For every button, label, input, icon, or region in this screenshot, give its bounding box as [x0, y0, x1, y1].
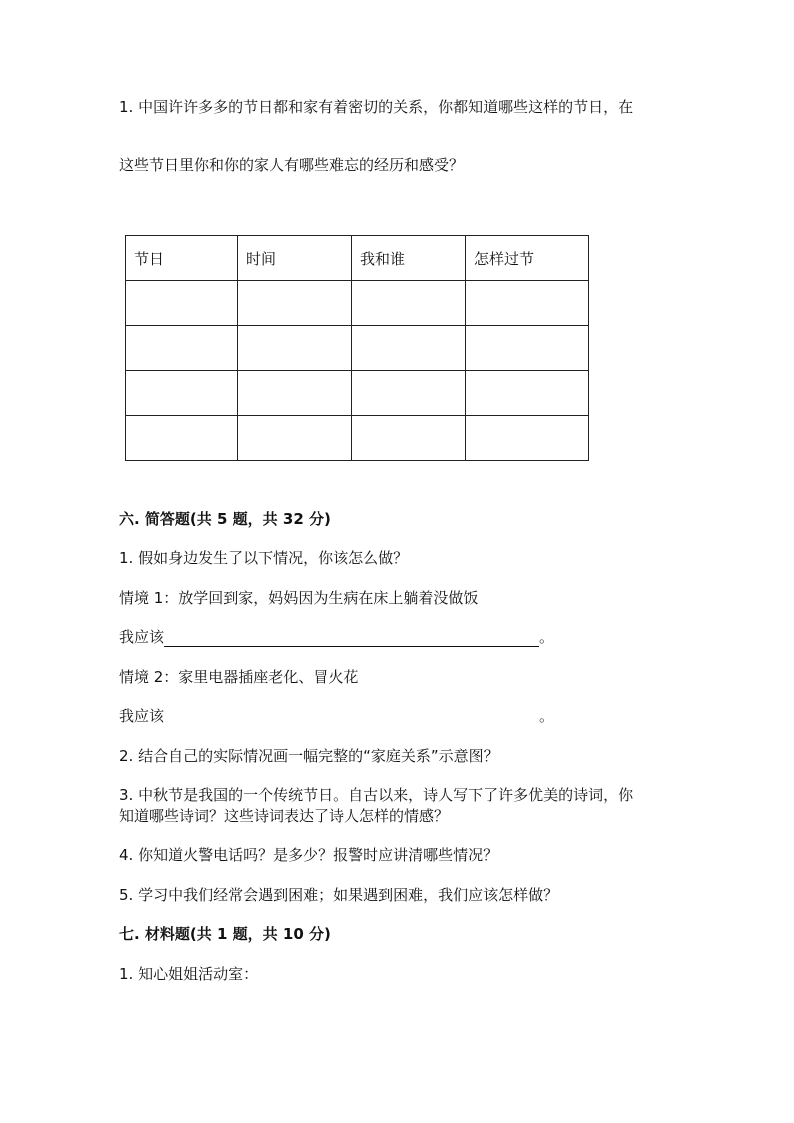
table-cell[interactable] [352, 416, 466, 461]
table-cell[interactable] [352, 281, 466, 326]
table-header-how-to-celebrate: 怎样过节 [466, 236, 589, 281]
table-cell[interactable] [126, 281, 238, 326]
table-cell[interactable] [126, 326, 238, 371]
section-6-question-2: 2. 结合自己的实际情况画一幅完整的“家庭关系”示意图？ [119, 747, 499, 765]
table-cell[interactable] [238, 371, 352, 416]
table-header-with-whom: 我和谁 [352, 236, 466, 281]
answer-suffix: 。 [539, 628, 555, 646]
answer-line-1 [119, 627, 554, 647]
section-6-question-5: 5. 学习中我们经常会遇到困难；如果遇到困难，我们应该怎样做？ [119, 886, 559, 904]
section-6-question-3-line-1: 3. 中秋节是我国的一个传统节日。自古以来，诗人写下了许多优美的诗词，你 [119, 786, 634, 804]
table-header-festival: 节日 [126, 236, 238, 281]
answer-blank-2[interactable] [164, 710, 539, 726]
table-cell[interactable] [126, 371, 238, 416]
table-cell[interactable] [352, 371, 466, 416]
table-row [126, 326, 589, 371]
table-row [126, 281, 589, 326]
section-6-question-4: 4. 你知道火警电话吗？是多少？报警时应讲清哪些情况？ [119, 846, 499, 864]
table-cell[interactable] [126, 416, 238, 461]
answer-prefix: 我应该 [119, 707, 165, 725]
table-row [126, 416, 589, 461]
table-cell[interactable] [466, 281, 589, 326]
table-cell[interactable] [238, 416, 352, 461]
section-6-question-3-line-2: 知道哪些诗词？这些诗词表达了诗人怎样的情感？ [119, 807, 450, 825]
table-header-row [126, 236, 589, 281]
table-row [126, 371, 589, 416]
table-cell[interactable] [352, 326, 466, 371]
table-cell[interactable] [466, 326, 589, 371]
section-6-heading: 六. 简答题(共 5 题，共 32 分) [119, 510, 331, 528]
table-cell[interactable] [466, 416, 589, 461]
table-cell[interactable] [238, 281, 352, 326]
question-1-line-1: 1. 中国许许多多的节日都和家有着密切的关系，你都知道哪些这样的节日，在 [119, 98, 634, 116]
table-header-time: 时间 [238, 236, 352, 281]
answer-blank-1[interactable] [164, 630, 539, 647]
section-7-question-1: 1. 知心姐姐活动室： [119, 965, 259, 983]
answer-line-2 [119, 706, 554, 726]
answer-suffix: 。 [539, 707, 555, 725]
table-cell[interactable] [238, 326, 352, 371]
section-6-question-1: 1. 假如身边发生了以下情况，你该怎么做？ [119, 549, 409, 567]
section-7-heading: 七. 材料题(共 1 题，共 10 分) [119, 925, 331, 943]
scene-1-text: 情境 1：放学回到家，妈妈因为生病在床上躺着没做饭 [119, 589, 479, 607]
festival-table [125, 235, 589, 461]
scene-2-text: 情境 2：家里电器插座老化、冒火花 [119, 668, 359, 686]
table-cell[interactable] [466, 371, 589, 416]
question-1-line-2: 这些节日里你和你的家人有哪些难忘的经历和感受？ [119, 156, 465, 174]
answer-prefix: 我应该 [119, 628, 165, 646]
